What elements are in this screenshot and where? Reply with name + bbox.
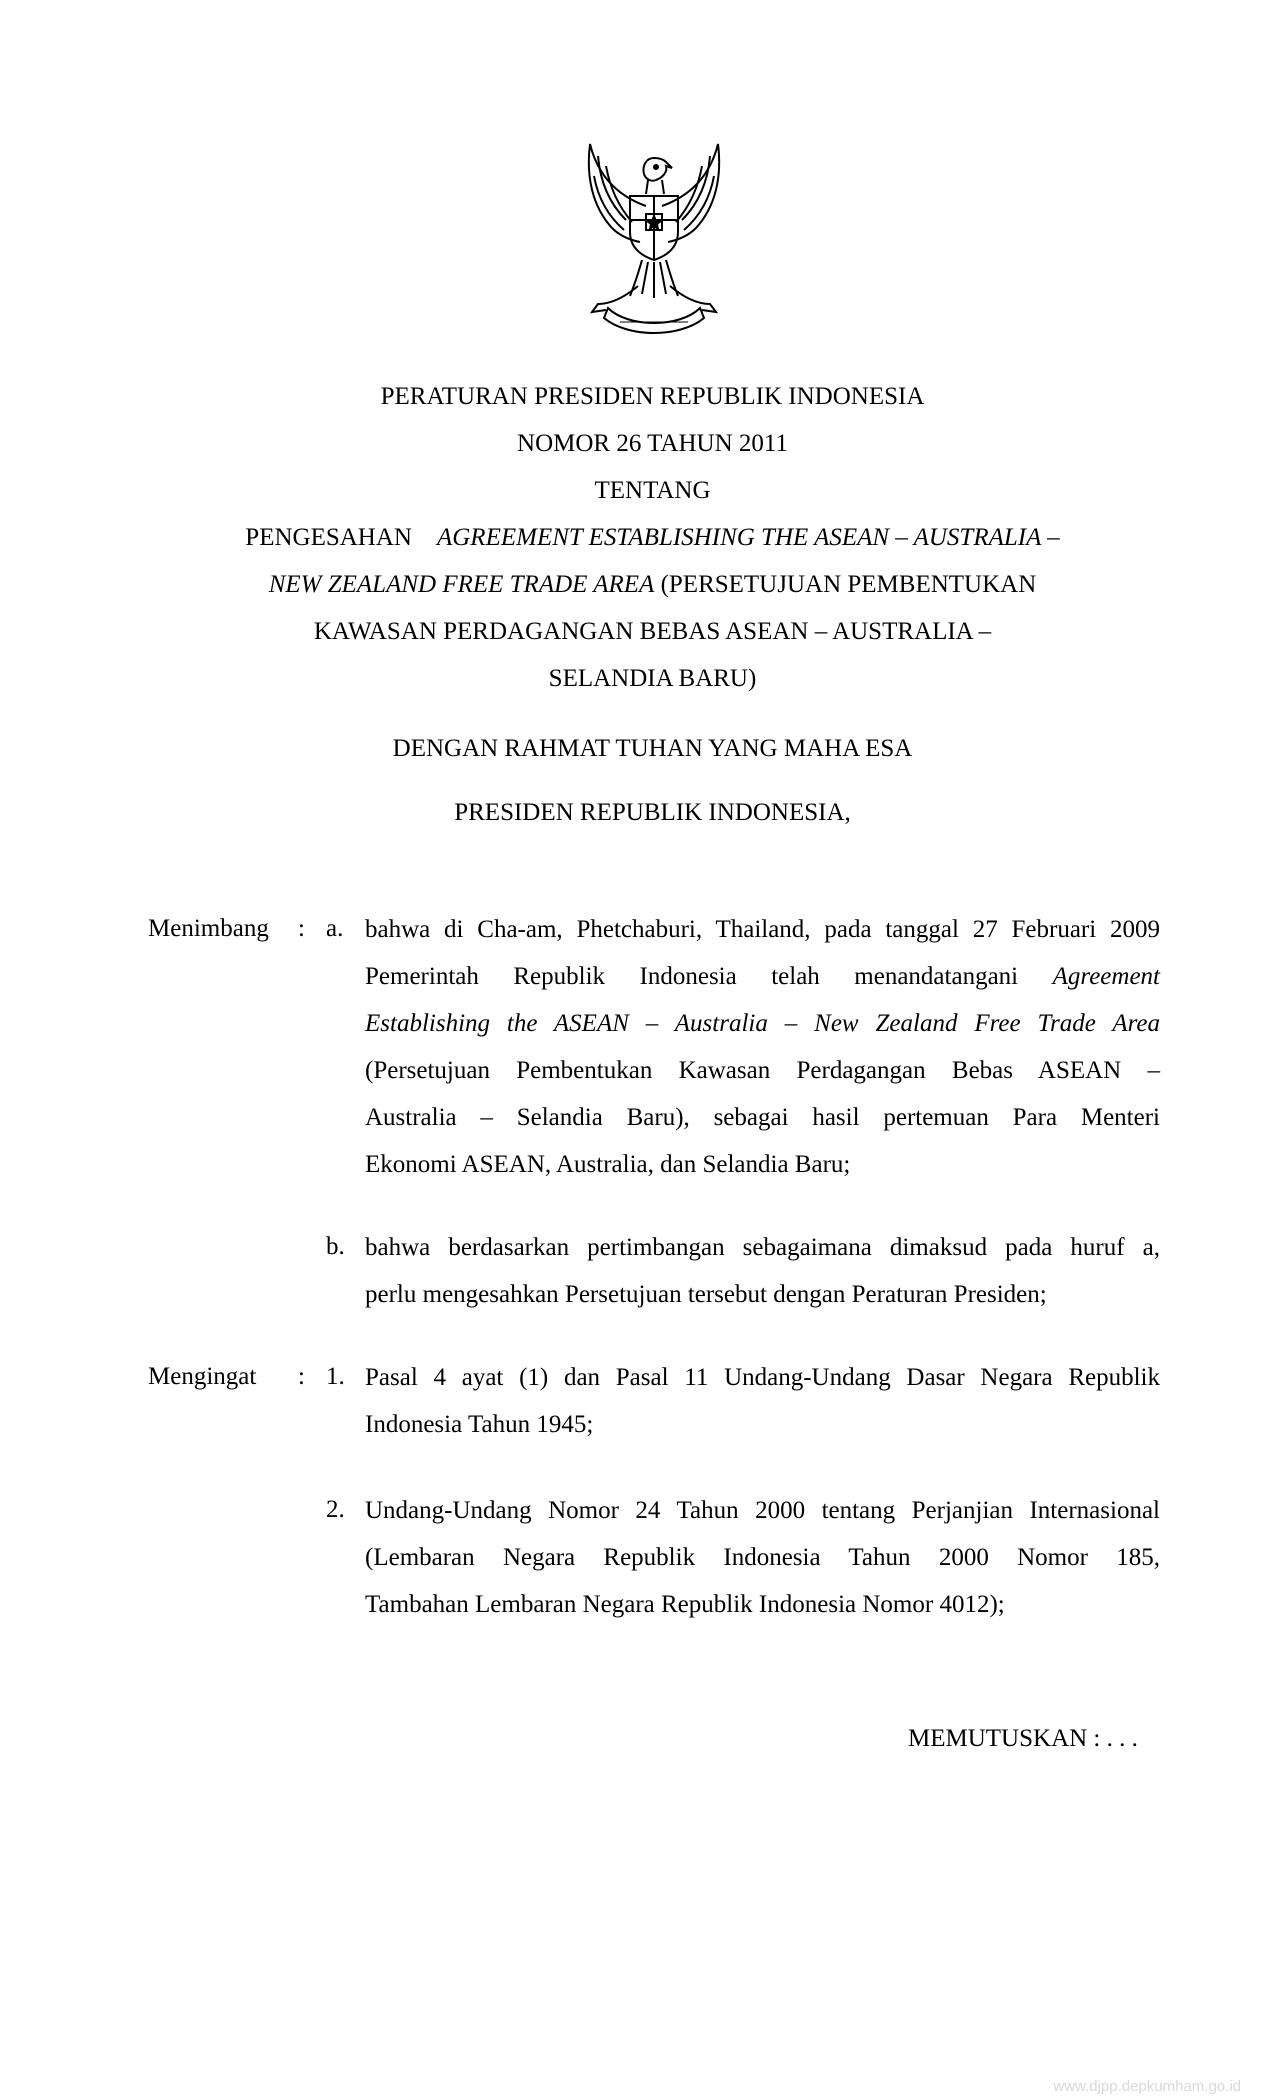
continuation-marker: MEMUTUSKAN : . . . xyxy=(908,1725,1138,1752)
title-line-4: SELANDIA BARU) xyxy=(548,665,757,692)
title-line-3: KAWASAN PERDAGANGAN BEBAS ASEAN – AUSTRALIA – xyxy=(313,618,992,645)
title-pengesahan: PENGESAHAN xyxy=(245,524,412,551)
title-agreement: AGREEMENT ESTABLISHING THE ASEAN – AUSTRALIA – xyxy=(436,524,1060,551)
mengingat-item-1: Pasal 4 ayat (1) dan Pasal 11 Undang-Undang Dasar Negara Republik Indonesia Tahun 1945; xyxy=(365,1364,1160,1438)
menimbang-colon: : xyxy=(298,915,305,942)
menimbang-item-a-marker: a. xyxy=(326,915,344,942)
mengingat-colon: : xyxy=(298,1363,305,1390)
menimbang-item-a: bahwa di Cha-am, Phetchaburi, Thailand, pada tanggal 27 Februari 2009 Pemerintah Republik Indonesia telah menandatangani Agreement Establishing the ASEAN – Australia – New Zealand Free Trade Area (Persetujuan Pembentukan Kawasan Perdagangan Bebas ASEAN – Australia – Selandia Baru), sebagai hasil pertemuan Para Menteri Ekonomi ASEAN, Australia, dan Selandia Baru; xyxy=(365,916,1160,1178)
mengingat-item-2-marker: 2. xyxy=(326,1496,345,1523)
source-watermark: www.djpp.depkumham.go.id xyxy=(1053,2078,1241,2095)
menimbang-item-b-marker: b. xyxy=(326,1233,345,1260)
title-line-2 xyxy=(0,568,1275,602)
menimbang-item-b: bahwa berdasarkan pertimbangan sebagaimana dimaksud pada huruf a, perlu mengesahkan Persetujuan tersebut dengan Peraturan Presiden; xyxy=(365,1234,1160,1308)
menimbang-label: Menimbang xyxy=(148,915,269,942)
president-line: PRESIDEN REPUBLIK INDONESIA, xyxy=(454,799,851,826)
title-nzfta: NEW ZEALAND FREE TRADE AREA xyxy=(268,571,655,598)
about-label: TENTANG xyxy=(594,477,711,504)
mengingat-item-1-marker: 1. xyxy=(326,1363,345,1390)
title-persetujuan: (PERSETUJUAN PEMBENTUKAN xyxy=(654,571,1037,598)
title-line-1 xyxy=(0,521,1275,555)
regulation-number: NOMOR 26 TAHUN 2011 xyxy=(517,430,788,457)
blessing-line: DENGAN RAHMAT TUHAN YANG MAHA ESA xyxy=(392,735,913,762)
garuda-emblem-icon xyxy=(568,136,740,344)
regulation-type: PERATURAN PRESIDEN REPUBLIK INDONESIA xyxy=(380,383,925,410)
mengingat-item-2: Undang-Undang Nomor 24 Tahun 2000 tentang Perjanjian Internasional (Lembaran Negara Republik Indonesia Tahun 2000 Nomor 185, Tambahan Lembaran Negara Republik Indonesia Nomor 4012); xyxy=(365,1497,1160,1618)
mengingat-label: Mengingat xyxy=(148,1363,257,1390)
